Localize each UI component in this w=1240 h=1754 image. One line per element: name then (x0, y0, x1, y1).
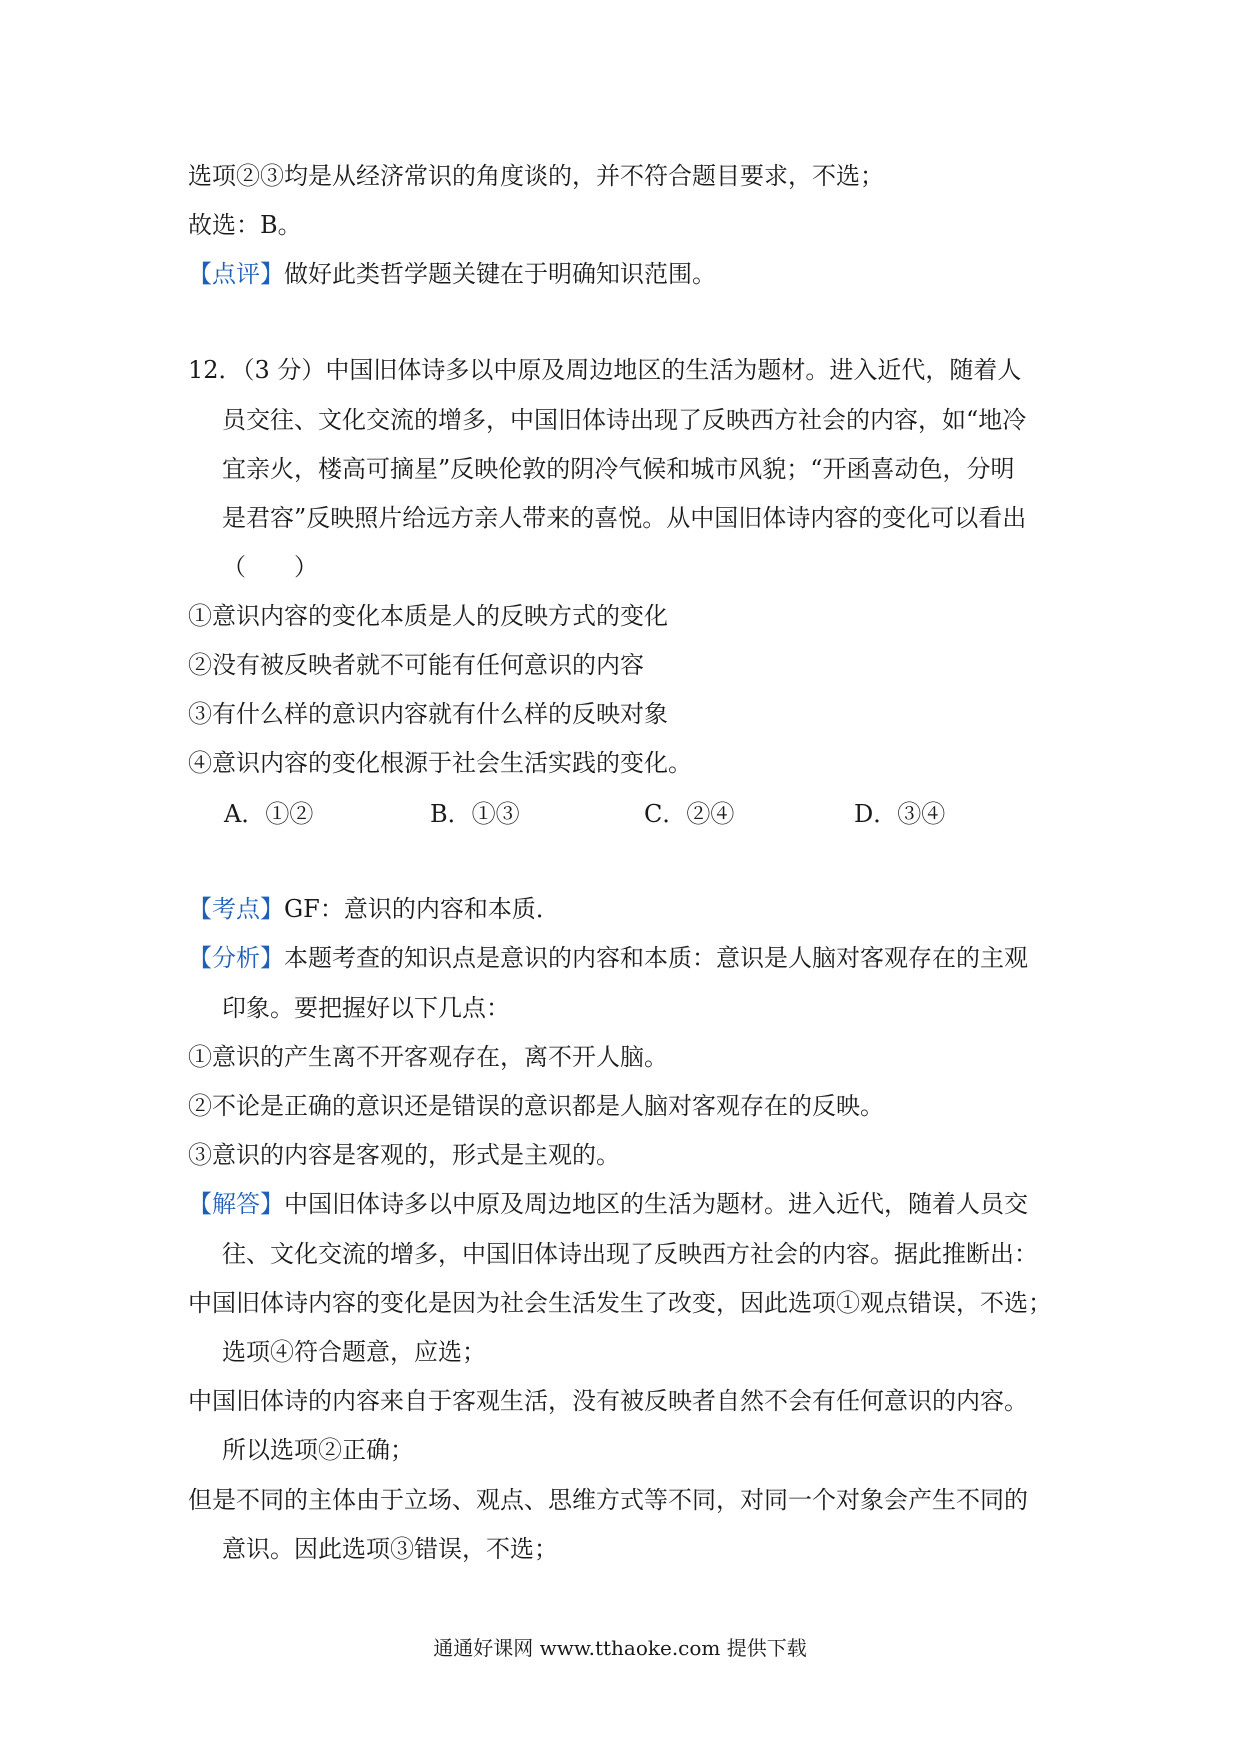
option-d: D．③④ (854, 800, 946, 828)
jieda-line-5: 中国旧体诗的内容来自于客观生活，没有被反映者自然不会有任何意识的内容。 (188, 1387, 1028, 1415)
review-tag: 【点评】 (188, 260, 284, 288)
statement-3: ③有什么样的意识内容就有什么样的反映对象 (188, 700, 668, 728)
statement-1: ①意识内容的变化本质是人的反映方式的变化 (188, 602, 668, 630)
fenxi-tag: 【分析】 (188, 944, 284, 972)
fenxi (188, 942, 1028, 974)
prev-conclusion-line-1: 选项②③均是从经济常识的角度谈的，并不符合题目要求，不选； (188, 162, 884, 190)
kaodian (188, 893, 560, 925)
jieda-tag: 【解答】 (188, 1190, 284, 1218)
jieda-text: 中国旧体诗多以中原及周边地区的生活为题材。进入近代，随着人员交 (284, 1190, 1028, 1218)
fenxi-line-2: 印象。要把握好以下几点： (222, 994, 510, 1022)
page-footer: 通通好课网 www.tthaoke.com 提供下载 (433, 1636, 807, 1660)
statement-2: ②没有被反映者就不可能有任何意识的内容 (188, 651, 644, 679)
jieda-line-6: 所以选项②正确； (222, 1436, 414, 1464)
kaodian-tag: 【考点】 (188, 895, 284, 923)
kaodian-text: GF：意识的内容和本质． (284, 895, 560, 923)
question-stem-line-2: 员交往、文化交流的增多，中国旧体诗出现了反映西方社会的内容，如“地冷 (222, 406, 1027, 434)
question-blank: （ ） (222, 553, 318, 581)
jieda (188, 1188, 1028, 1220)
option-b: B．①③ (430, 800, 520, 828)
jieda-line-8: 意识。因此选项③错误，不选； (222, 1535, 558, 1563)
question-stem-line-4: 是君容”反映照片给远方亲人带来的喜悦。从中国旧体诗内容的变化可以看出 (222, 504, 1027, 532)
fenxi-point-3: ③意识的内容是客观的，形式是主观的。 (188, 1141, 620, 1169)
option-a: A．①② (224, 800, 314, 828)
prev-conclusion-line-2: 故选：B。 (188, 211, 302, 239)
review-text: 做好此类哲学题关键在于明确知识范围。 (284, 260, 716, 288)
jieda-line-2: 往、文化交流的增多，中国旧体诗出现了反映西方社会的内容。据此推断出： (222, 1240, 1038, 1268)
jieda-line-7: 但是不同的主体由于立场、观点、思维方式等不同，对同一个对象会产生不同的 (188, 1486, 1028, 1514)
fenxi-text: 本题考查的知识点是意识的内容和本质：意识是人脑对客观存在的主观 (284, 944, 1028, 972)
question-stem-line-1: 12．（3 分）中国旧体诗多以中原及周边地区的生活为题材。进入近代，随着人 (188, 356, 1022, 384)
statement-4: ④意识内容的变化根源于社会生活实践的变化。 (188, 749, 692, 777)
jieda-line-4: 选项④符合题意，应选； (222, 1338, 486, 1366)
question-stem-line-3: 宜亲火，楼高可摘星”反映伦敦的阴冷气候和城市风貌；“开函喜动色，分明 (222, 455, 1015, 483)
fenxi-point-2: ②不论是正确的意识还是错误的意识都是人脑对客观存在的反映。 (188, 1092, 884, 1120)
prev-review (188, 258, 716, 290)
jieda-line-3: 中国旧体诗内容的变化是因为社会生活发生了改变，因此选项①观点错误，不选； (188, 1289, 1052, 1317)
fenxi-point-1: ①意识的产生离不开客观存在，离不开人脑。 (188, 1043, 668, 1071)
option-c: C．②④ (644, 800, 735, 828)
